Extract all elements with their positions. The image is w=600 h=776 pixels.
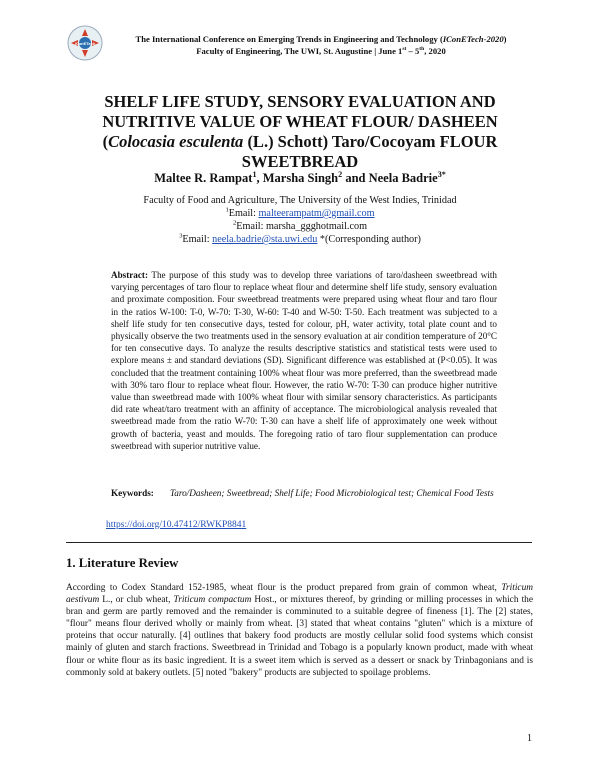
conference-header <box>106 33 536 57</box>
abstract-text: The purpose of this study was to develop three variations of taro/dasheen sweetbread with varying percentages of taro flour to replace wheat flour and determine shelf life study, sensory evaluation and proximate composition. Four sweetbread treatments were prepared using wheat flour and taro flour in the ratios W-100: T-0, W-70: T-30, W-60: T-40 and W-50: T-50. Each treatment was subjected to a shelf life study for ten consecutive days, tested for colour, pH, water activity, total plate count and to physically observe the two treatments used in the sensory evaluation at air condition temperature of 20°C for ten consecutive days. To analyze the results descriptive statistics and statistical tests were used to explore means ± and standard deviations (SD). Significant difference was established at (P<0.05). It was concluded that the treatment containing 100% wheat flour was more preferred, than the sweetbread made with 30% taro flour to replace wheat flour. However, the ratio W-70: T-30 can produce higher nutritive value than sweetbread made with 100% wheat flour with similar sensory characteristics. As participants did rate wheat/taro treatment with an affinity of acceptance. The microbiological analysis revealed that sweetbread made from the ratio W-70: T-30 can have a shelf life of approximately one week without growth of bacteria, yeast and moulds. The foregoing ratio of taro flour supplementation can produce sweetbread with superior nutritive value. <box>111 270 497 451</box>
conference-name: The International Conference on Emerging Trends in Engineering and Technology (IConETech-2020) <box>135 34 507 44</box>
paper-title <box>60 92 540 172</box>
page-number: 1 <box>527 733 532 744</box>
title-line-1: SHELF LIFE STUDY, SENSORY EVALUATION AND <box>104 92 496 111</box>
keywords <box>111 487 497 499</box>
section-heading: 1. Literature Review <box>66 556 179 570</box>
email-link-1[interactable]: malteerampatm@gmail.com <box>258 208 375 219</box>
email-link-3[interactable]: neela.badrie@sta.uwi.edu <box>212 234 318 245</box>
author-1: Maltee R. Rampat <box>154 171 253 185</box>
title-line-4: SWEETBREAD <box>241 152 359 171</box>
doi-link[interactable]: https://doi.org/10.47412/RWKP8841 <box>106 520 247 530</box>
title-line-2: NUTRITIVE VALUE OF WHEAT FLOUR/ DASHEEN <box>102 112 498 131</box>
affiliation-block <box>60 194 540 246</box>
doi <box>106 520 246 530</box>
email-line-1: $^1$Email: malteerampatm@gmail.com <box>225 206 375 219</box>
section-body: According to Codex Standard 152-1985, wheat flour is the product prepared from grain of common wheat, Triticum aestivum L., or club wheat, Triticum compactum Host., or mixtures thereof, by grinding or milling processes in which the bran and germ are partly removed and the remainder is comminuted to a suitable degree of fineness [1]. The [2] states, "flour" means flour derived wholly or mainly from wheat. [3] stated that wheat contains "gluten" which is a mixture of proteins that occur naturally. [4] outlines that bakery food products are mostly cellular solid food systems which consist mainly of gluten and starch fractions. Sweetbread in Trinidad and Tobago is a popularly known product, made with wheat flour or white flour as its basic ingredient. It is a sweet item which is served as a dessert or snack by Trinbagonians and is commonly sold at bakery outlets. [5] noted "bakery" products are subjected to spoilage problems. <box>66 583 533 678</box>
abstract-label: Abstract: <box>111 270 148 280</box>
affiliation: Faculty of Food and Agriculture, The University of the West Indies, Trinidad <box>143 195 457 206</box>
email-line-3: $^3$Email: neela.badrie@sta.uwi.edu *(Corresponding author) <box>179 232 421 245</box>
email-line-2: $^2$Email: marsha_ggghotmail.com <box>232 219 368 232</box>
keywords-text: Taro/Dasheen; Sweetbread; Shelf Life; Food Microbiological test; Chemical Food Tests <box>170 488 494 498</box>
author-list: Maltee R. Rampat$^1$, Marsha Singh$^2$ and Neela Badrie$^{3*}$ <box>154 169 446 185</box>
title-line-3: (Colocasia esculenta (L.) Schott) Taro/Cocoyam FLOUR <box>102 132 498 151</box>
conference-venue: Faculty of Engineering, The UWI, St. Augustine | June 1st – 5th, 2020 <box>196 46 446 56</box>
logo-text: IConETech <box>74 41 96 46</box>
conference-logo <box>66 24 104 62</box>
author-2: Marsha Singh <box>262 171 339 185</box>
section-divider <box>66 542 532 543</box>
keywords-label: Keywords: <box>111 488 154 498</box>
author-3: Neela Badrie <box>368 171 438 185</box>
abstract <box>111 269 497 452</box>
